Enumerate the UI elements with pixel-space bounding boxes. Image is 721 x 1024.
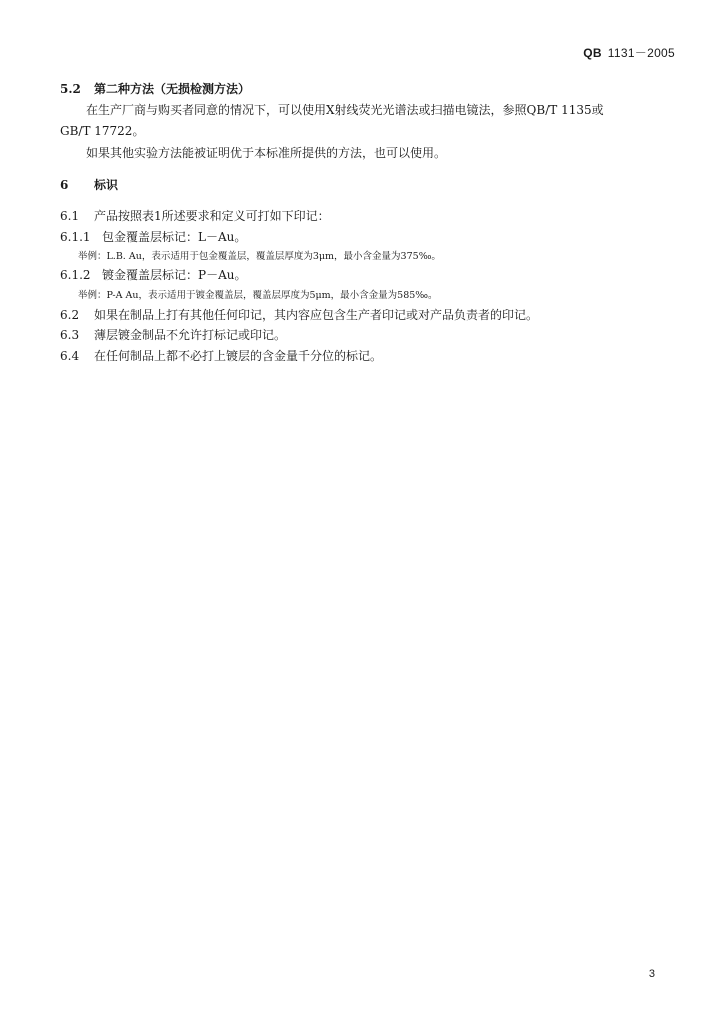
- section-text: 产品按照表1所述要求和定义可打如下印记：: [94, 209, 330, 223]
- section-6-3: [60, 326, 675, 344]
- standard-prefix: QB: [583, 46, 602, 60]
- paragraph-text: GB/T 17722。: [60, 124, 145, 138]
- section-5-2-heading: [60, 80, 675, 98]
- section-6-2: [60, 306, 675, 324]
- section-text: 薄层镀金制品不允许打标记或印记。: [94, 328, 287, 342]
- section-number: 6.4: [60, 349, 80, 363]
- paragraph-line: [60, 144, 675, 162]
- section-text: 包金覆盖层标记：L－Au。: [102, 230, 247, 244]
- standard-code: [583, 44, 675, 61]
- section-text: 在任何制品上都不必打上镀层的含金量千分位的标记。: [94, 349, 383, 363]
- example-text: 举例：L.B. Au，表示适用于包金覆盖层，覆盖层厚度为3μm，最小含金量为375‰。: [78, 251, 441, 262]
- section-text: 镀金覆盖层标记：P－Au。: [102, 268, 247, 282]
- section-6-4: [60, 347, 675, 365]
- example-line: [78, 287, 675, 305]
- section-number: 6.1.2: [60, 268, 91, 282]
- section-6-1-2: [60, 266, 675, 284]
- section-number: 5.2: [60, 82, 81, 96]
- paragraph-line: [60, 122, 675, 140]
- example-line: [78, 248, 675, 266]
- section-title: 标识: [94, 178, 119, 192]
- section-number: 6: [60, 178, 69, 192]
- paragraph-line: [60, 101, 675, 119]
- section-number: 6.3: [60, 328, 80, 342]
- paragraph-text: 在生产厂商与购买者同意的情况下，可以使用X射线荧光光谱法或扫描电镜法，参照QB/T 1135或: [86, 103, 604, 117]
- section-number: 6.1: [60, 209, 80, 223]
- standard-number: 1131－2005: [607, 46, 675, 60]
- section-6-1: [60, 207, 675, 225]
- section-number: 6.2: [60, 308, 80, 322]
- section-text: 如果在制品上打有其他任何印记，其内容应包含生产者印记或对产品负责者的印记。: [94, 308, 539, 322]
- section-title: 第二种方法（无损检测方法）: [94, 82, 251, 96]
- page-number: 3: [648, 968, 655, 980]
- example-text: 举例：P-A Au，表示适用于镀金覆盖层，覆盖层厚度为5μm，最小含金量为585‰。: [78, 290, 438, 301]
- section-number: 6.1.1: [60, 230, 91, 244]
- section-6-heading: [60, 176, 675, 194]
- paragraph-text: 如果其他实验方法能被证明优于本标准所提供的方法，也可以使用。: [86, 146, 447, 160]
- section-6-1-1: [60, 228, 675, 246]
